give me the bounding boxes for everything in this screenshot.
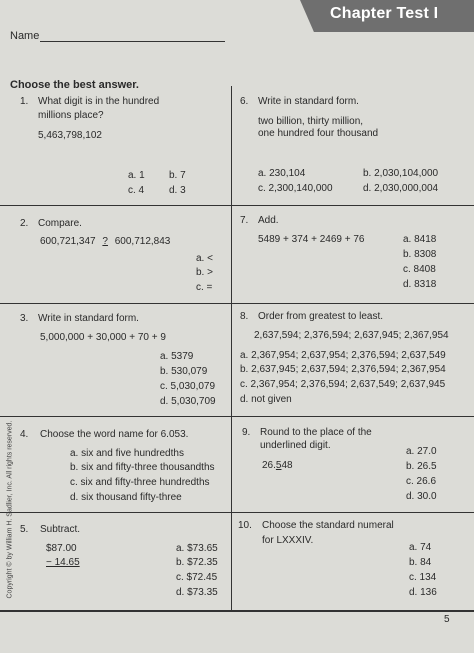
answer-choice-c[interactable]: c. 2,300,140,000	[258, 183, 333, 194]
answer-choice-b[interactable]: b. 84	[409, 557, 432, 568]
answer-choice-d[interactable]: d. 5,030,709	[160, 396, 216, 407]
column-divider	[231, 86, 232, 610]
answer-choice-b[interactable]: b. 8308	[403, 249, 437, 260]
answer-choice-c[interactable]: c. 26.6	[406, 476, 437, 487]
answer-choice-b[interactable]: b. >	[196, 267, 213, 278]
question-number: 7.	[240, 215, 249, 226]
question-prompt: Choose the word name for 6.053.	[40, 429, 189, 440]
answer-choice-b[interactable]: b. 530,079	[160, 366, 208, 377]
question-value: one hundred four thousand	[258, 128, 379, 139]
answer-choice-a[interactable]: a. 8418	[403, 234, 437, 245]
question-prompt: What digit is in the hundred	[38, 96, 160, 107]
question-prompt: Round to the place of the	[260, 427, 372, 438]
answer-choice-c[interactable]: c. 5,030,079	[160, 381, 216, 392]
answer-choice-a[interactable]: a. 2,367,954; 2,637,954; 2,376,594; 2,637,549	[240, 350, 446, 361]
answer-choice-c[interactable]: c. 2,367,954; 2,376,594; 2,637,549; 2,637,945	[240, 379, 446, 390]
question-number: 8.	[240, 311, 249, 322]
answer-choice-b[interactable]: b. 7	[169, 170, 186, 181]
question-number: 4.	[20, 429, 29, 440]
question-value: two billion, thirty million,	[258, 116, 364, 127]
question-value: 26.548	[262, 460, 293, 471]
row-divider	[0, 512, 474, 513]
footer-rule	[0, 610, 474, 612]
chapter-title: Chapter Test I	[330, 5, 439, 22]
answer-choice-a[interactable]: a. 74	[409, 542, 432, 553]
row-divider	[0, 205, 474, 206]
question-value: 2,637,594; 2,376,594; 2,637,945; 2,367,954	[254, 330, 449, 341]
row-divider	[0, 416, 474, 417]
question-number: 5.	[20, 524, 29, 535]
subtraction-top: $87.00	[46, 543, 77, 554]
answer-choice-c[interactable]: c. six and fifty-three hundredths	[70, 477, 210, 488]
answer-choice-b[interactable]: b. 2,030,104,000	[363, 168, 439, 179]
answer-choice-a[interactable]: a. 5379	[160, 351, 194, 362]
answer-choice-b[interactable]: b. 26.5	[406, 461, 437, 472]
question-number: 1.	[20, 96, 29, 107]
question-number: 2.	[20, 218, 29, 229]
subtraction-bottom: − 14.65	[46, 557, 80, 568]
question-prompt: millions place?	[38, 110, 104, 121]
answer-choice-c[interactable]: c. =	[196, 282, 213, 293]
question-prompt: Choose the standard numeral	[262, 520, 394, 531]
answer-choice-d[interactable]: d. $73.35	[176, 587, 218, 598]
question-number: 6.	[240, 96, 249, 107]
question-number: 10.	[238, 520, 252, 531]
question-value: 5,463,798,102	[38, 130, 102, 141]
row-divider	[0, 303, 474, 304]
answer-choice-c[interactable]: c. $72.45	[176, 572, 218, 583]
question-prompt: Add.	[258, 215, 279, 226]
answer-choice-b[interactable]: b. six and fifty-three thousandths	[70, 462, 215, 473]
answer-choice-d[interactable]: d. 2,030,000,004	[363, 183, 439, 194]
question-prompt: Write in standard form.	[38, 313, 139, 324]
answer-choice-d[interactable]: d. 30.0	[406, 491, 437, 502]
question-prompt: Write in standard form.	[258, 96, 359, 107]
underlined-digit: 5	[275, 460, 282, 471]
answer-choice-d[interactable]: d. 8318	[403, 279, 437, 290]
question-value: 5489 + 374 + 2469 + 76	[258, 234, 365, 245]
answer-choice-b[interactable]: b. 2,637,945; 2,637,594; 2,376,594; 2,367,954	[240, 364, 446, 375]
answer-choice-a[interactable]: a. 27.0	[406, 446, 437, 457]
answer-choice-a[interactable]: a. 230,104	[258, 168, 306, 179]
answer-choice-c[interactable]: c. 134	[409, 572, 437, 583]
answer-choice-d[interactable]: d. 3	[169, 185, 186, 196]
answer-choice-a[interactable]: a. 1	[128, 170, 145, 181]
answer-choice-d[interactable]: d. not given	[240, 394, 292, 405]
copyright-notice: Copyright © by William H. Sadlier, Inc. All rights reserved.	[6, 420, 14, 599]
name-label: Name	[10, 30, 40, 42]
question-prompt: Compare.	[38, 218, 82, 229]
question-value: 5,000,000 + 30,000 + 70 + 9	[40, 332, 166, 343]
answer-choice-d[interactable]: d. six thousand fifty-three	[70, 492, 182, 503]
question-number: 9.	[242, 427, 251, 438]
name-line	[40, 41, 225, 42]
question-number: 3.	[20, 313, 29, 324]
answer-choice-b[interactable]: b. $72.35	[176, 557, 218, 568]
answer-choice-c[interactable]: c. 8408	[403, 264, 436, 275]
page-number: 5	[444, 614, 450, 625]
question-prompt: underlined digit.	[260, 440, 331, 451]
question-value: 600,721,347 ? 600,712,843	[40, 236, 171, 247]
answer-choice-a[interactable]: a. $73.65	[176, 543, 218, 554]
question-prompt: for LXXXIV.	[262, 535, 314, 546]
question-prompt: Subtract.	[40, 524, 81, 535]
question-prompt: Order from greatest to least.	[258, 311, 384, 322]
answer-choice-c[interactable]: c. 4	[128, 185, 145, 196]
answer-choice-a[interactable]: a. <	[196, 253, 213, 264]
instructions: Choose the best answer.	[10, 79, 139, 91]
answer-choice-a[interactable]: a. six and five hundredths	[70, 448, 184, 459]
answer-choice-d[interactable]: d. 136	[409, 587, 437, 598]
